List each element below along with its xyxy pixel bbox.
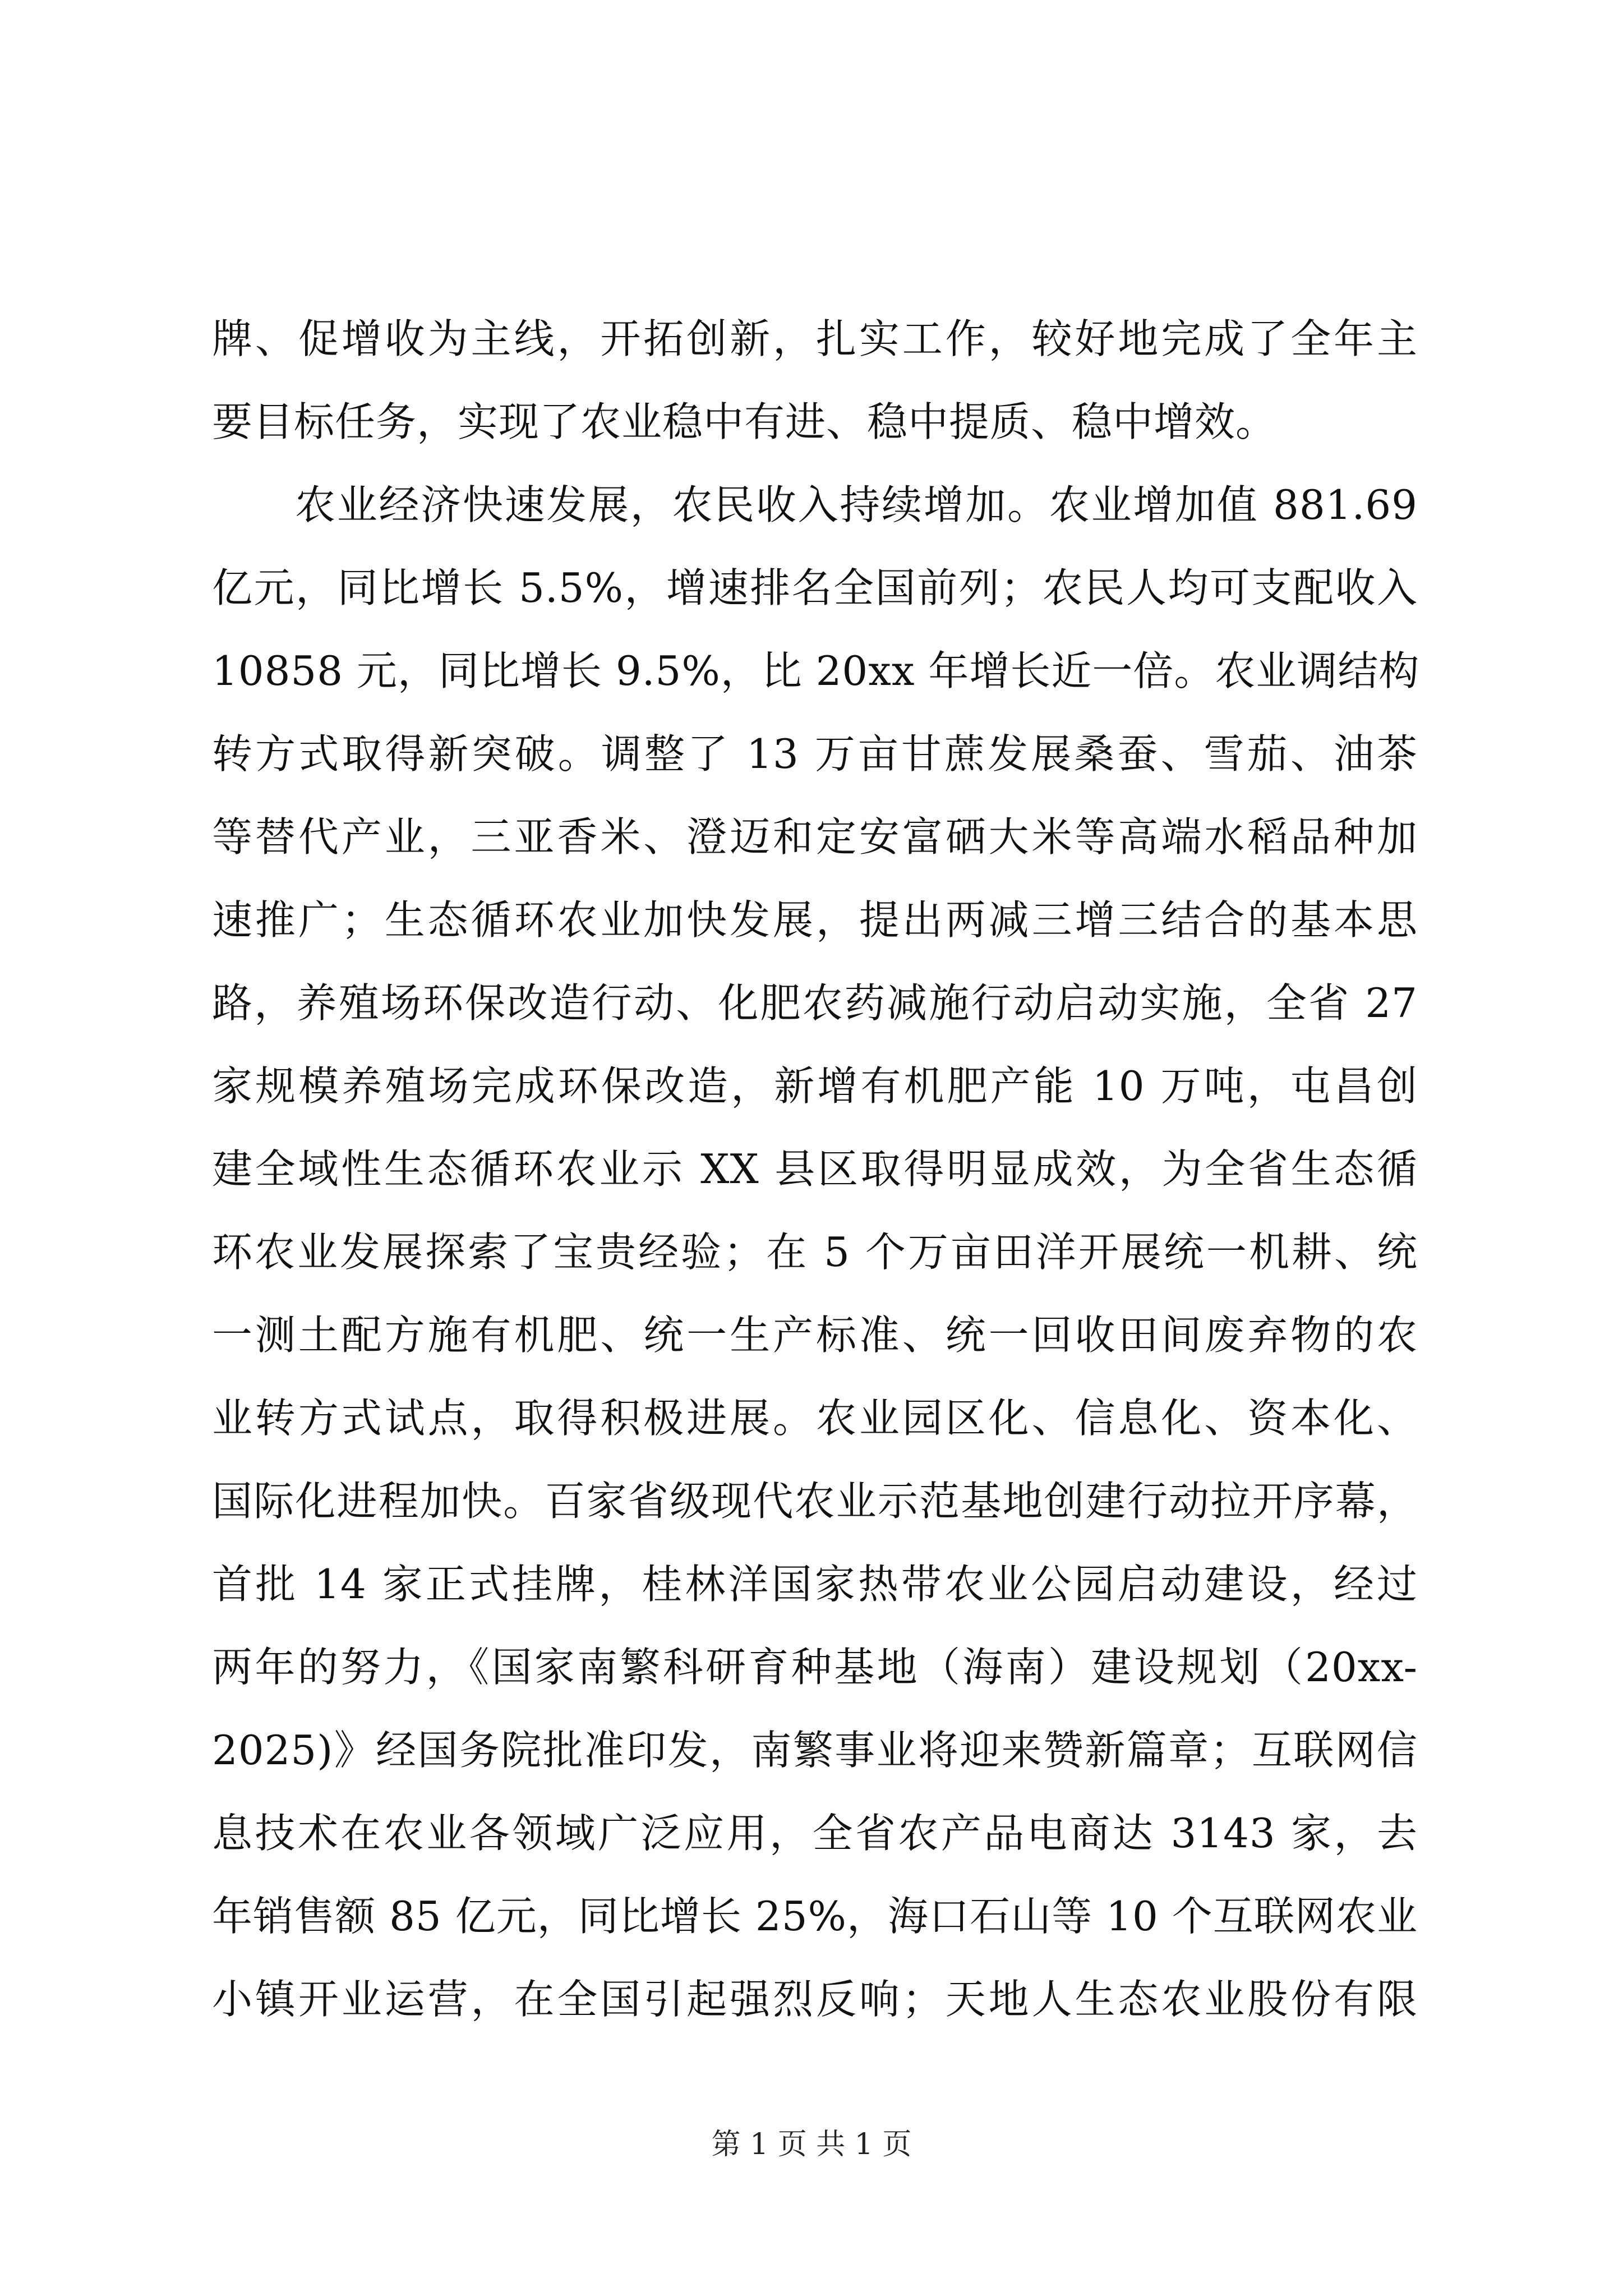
text-line: 农业经济快速发展，农民收入持续增加。农业增加值 881.69 <box>295 481 1418 528</box>
text-line: 息技术在农业各领域广泛应用，全省农产品电商达 3143 家，去 <box>212 1810 1418 1857</box>
text-line: 速推广；生态循环农业加快发展，提出两减三增三结合的基本思 <box>212 896 1418 944</box>
text-line: 建全域性生态循环农业示 XX 县区取得明显成效，为全省生态循 <box>212 1145 1418 1193</box>
text-line: 家规模养殖场完成环保改造，新增有机肥产能 10 万吨，屯昌创 <box>212 1062 1418 1110</box>
document-body <box>212 297 1418 2041</box>
text-line: 10858 元，同比增长 9.5%，比 20xx 年增长近一倍。农业调结构 <box>212 647 1420 694</box>
text-line: 转方式取得新突破。调整了 13 万亩甘蔗发展桑蚕、雪茄、油茶 <box>212 730 1418 777</box>
text-line: 首批 14 家正式挂牌，桂林洋国家热带农业公园启动建设，经过 <box>212 1561 1418 1608</box>
text-line: 国际化进程加快。百家省级现代农业示范基地创建行动拉开序幕， <box>212 1478 1418 1525</box>
page-footer <box>0 2125 1623 2164</box>
text-line: 2025)》经国务院批准印发，南繁事业将迎来赞新篇章；互联网信 <box>212 1727 1418 1774</box>
text-line: 牌、促增收为主线，开拓创新，扎实工作，较好地完成了全年主 <box>212 315 1418 362</box>
page-number: 第 1 页 共 1 页 <box>711 2128 912 2161</box>
text-line: 两年的努力，《国家南繁科研育种基地（海南）建设规划（20xx- <box>212 1644 1418 1691</box>
text-line: 业转方式试点，取得积极进展。农业园区化、信息化、资本化、 <box>212 1395 1418 1442</box>
text-line: 等替代产业，三亚香米、澄迈和定安富硒大米等高端水稻品种加 <box>212 813 1418 861</box>
text-line: 要目标任务，实现了农业稳中有进、稳中提质、稳中增效。 <box>212 398 1277 445</box>
text-line: 路，养殖场环保改造行动、化肥农药减施行动启动实施，全省 27 <box>212 979 1418 1027</box>
text-line: 小镇开业运营，在全国引起强烈反响；天地人生态农业股份有限 <box>212 1976 1418 2023</box>
text-line: 环农业发展探索了宝贵经验；在 5 个万亩田洋开展统一机耕、统 <box>212 1228 1418 1276</box>
text-line: 亿元，同比增长 5.5%，增速排名全国前列；农民人均可支配收入 <box>212 564 1418 611</box>
text-line: 年销售额 85 亿元，同比增长 25%，海口石山等 10 个互联网农业 <box>212 1893 1418 1940</box>
text-line: 一测土配方施有机肥、统一生产标准、统一回收田间废弃物的农 <box>212 1312 1418 1359</box>
